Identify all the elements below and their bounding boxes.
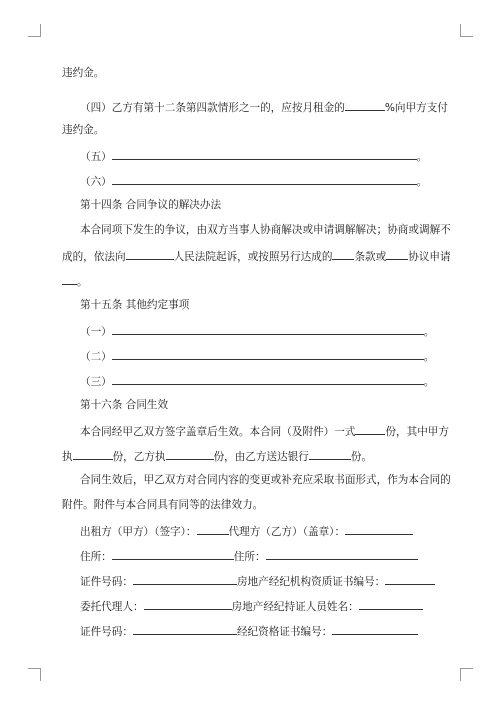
other-item-2: （二） 。 xyxy=(80,348,460,364)
signature-line-address: 住所： 住所： xyxy=(80,548,460,564)
other-item-1: （一） 。 xyxy=(80,323,460,339)
text-line: 成的，依法向 人民法院起诉，或按照另行达成的 条款或 协议申请 xyxy=(62,248,442,264)
text-line: 本合同经甲乙双方签字盖章后生效。本合同（及附件）一式 份，其中甲方 xyxy=(80,423,460,439)
signature-line-agent: 委托代理人： 房地产经纪持证人员姓名： xyxy=(80,598,460,614)
crop-mark-bottom-right xyxy=(460,668,473,681)
text-line: 合同生效后，甲乙双方对合同内容的变更或补充应采取书面形式，作为本合同的 xyxy=(80,474,451,486)
other-item-3: （三） 。 xyxy=(80,373,460,389)
section-heading-15: 第十五条 其他约定事项 xyxy=(80,299,190,311)
section-heading-16: 第十六条 合同生效 xyxy=(80,399,169,411)
signature-line-id-2: 证件号码： 经纪资格证书编号： xyxy=(80,623,460,639)
text-line: 执 份，乙方执 份，由乙方送达银行 份。 xyxy=(62,448,442,464)
text-line: 违约金。 xyxy=(62,67,105,79)
crop-mark-top-right xyxy=(460,24,473,37)
crop-mark-bottom-left xyxy=(28,668,41,681)
text-line: 附件。附件与本合同具有同等的法律效力。 xyxy=(62,499,264,511)
text-line: 违约金。 xyxy=(62,124,105,136)
section-heading-14: 第十四条 合同争议的解决办法 xyxy=(80,199,222,211)
text-line: 本合同项下发生的争议，由双方当事人协商解决或申请调解解决；协商或调解不 xyxy=(80,224,451,236)
clause-item-5: （五） 。 xyxy=(80,148,460,164)
text-line: 。 xyxy=(62,273,442,289)
clause-item-6: （六） 。 xyxy=(80,173,460,189)
crop-mark-top-left xyxy=(28,24,41,37)
signature-line-lessor: 出租方（甲方）（签字）： 代理方（乙方）（盖章）： xyxy=(80,523,460,539)
signature-line-id: 证件号码： 房地产经纪机构资质证书编号： xyxy=(80,573,460,589)
clause-item-4: （四）乙方有第十二条第四款情形之一的，应按月租金的 %向甲方支付 xyxy=(80,99,460,115)
